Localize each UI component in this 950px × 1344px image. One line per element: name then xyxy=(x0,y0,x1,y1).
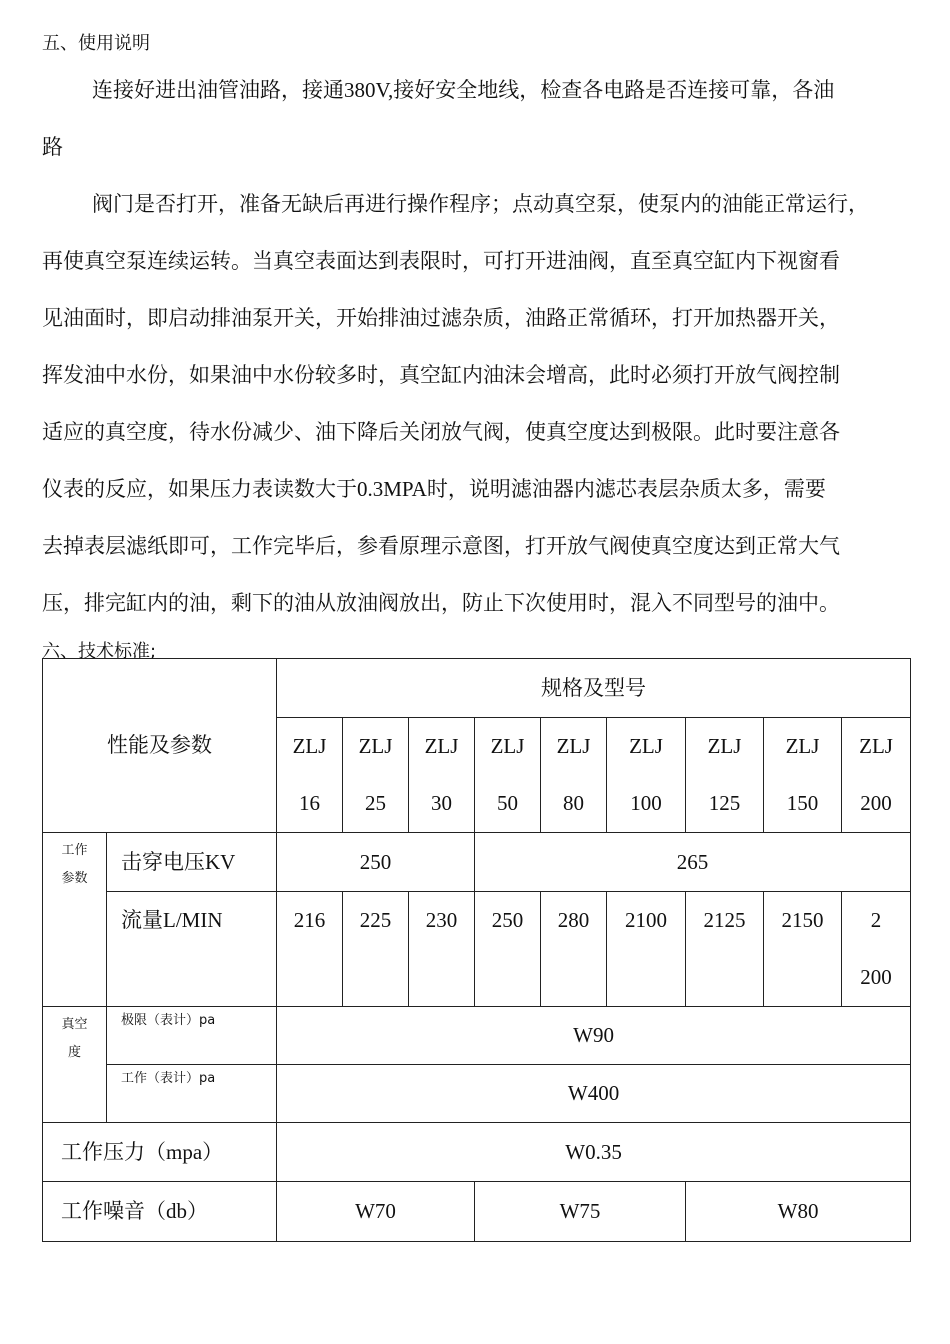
limit-value: W90 xyxy=(277,1007,911,1065)
model-cell: ZLJ 150 xyxy=(764,718,842,833)
flow-value: 2125 xyxy=(686,892,764,1007)
noise-value: W70 xyxy=(277,1182,475,1242)
flow-value: 216 xyxy=(277,892,343,1007)
spec-header: 规格及型号 xyxy=(277,659,911,718)
work-vacuum-label: 工作（表计）pa xyxy=(107,1065,277,1123)
flow-value: 225 xyxy=(343,892,409,1007)
flow-value: 2150 xyxy=(764,892,842,1007)
paragraph-line: 路 xyxy=(42,135,63,159)
flow-value: 2100 xyxy=(607,892,686,1007)
paragraph-line: 挥发油中水份，如果油中水份较多时，真空缸内油沫会增高，此时必须打开放气阀控制 xyxy=(42,363,840,387)
model-cell: ZLJ 100 xyxy=(607,718,686,833)
model-cell: ZLJ 25 xyxy=(343,718,409,833)
section-6-heading: 六、技术标准; xyxy=(42,641,157,662)
flow-label: 流量L/MIN xyxy=(107,892,277,1007)
model-cell: ZLJ 50 xyxy=(475,718,541,833)
noise-value: W75 xyxy=(475,1182,686,1242)
paragraph-line: 适应的真空度，待水份减少、油下降后关闭放气阀，使真空度达到极限。此时要注意各 xyxy=(42,420,840,444)
paragraph-line: 见油面时，即启动排油泵开关，开始排油过滤杂质，油路正常循环，打开加热器开关， xyxy=(42,306,840,330)
paragraph-line: 再使真空泵连续运转。当真空表面达到表限时，可打开进油阀，直至真空缸内下视窗看 xyxy=(42,249,840,273)
flow-value: 230 xyxy=(409,892,475,1007)
breakdown-value: 265 xyxy=(475,833,911,892)
noise-label: 工作噪音（db） xyxy=(43,1182,277,1242)
tech-spec-table xyxy=(42,658,911,1242)
paragraph-line: 阀门是否打开，准备无缺后再进行操作程序；点动真空泵，使泵内的油能正常运行， xyxy=(92,192,869,216)
model-cell: ZLJ 200 xyxy=(842,718,911,833)
paragraph-line: 压，排完缸内的油，剩下的油从放油阀放出，防止下次使用时，混入不同型号的油中。 xyxy=(42,591,840,615)
flow-value: 280 xyxy=(541,892,607,1007)
model-cell: ZLJ 16 xyxy=(277,718,343,833)
model-cell: ZLJ 30 xyxy=(409,718,475,833)
paragraph-line: 仪表的反应，如果压力表读数大于0.3MPA时，说明滤油器内滤芯表层杂质太多，需要 xyxy=(42,477,826,501)
perf-header: 性能及参数 xyxy=(43,659,277,833)
work-vacuum-value: W400 xyxy=(277,1065,911,1123)
section-5-heading: 五、使用说明 xyxy=(42,33,150,54)
pressure-label: 工作压力（mpa） xyxy=(43,1123,277,1182)
breakdown-value: 250 xyxy=(277,833,475,892)
noise-value: W80 xyxy=(686,1182,911,1242)
limit-label: 极限（表计）pa xyxy=(107,1007,277,1065)
work-params-label: 工作 参数 xyxy=(43,833,107,1007)
flow-value: 2 200 xyxy=(842,892,911,1007)
paragraph-line: 去掉表层滤纸即可，工作完毕后，参看原理示意图，打开放气阀使真空度达到正常大气 xyxy=(42,534,840,558)
paragraph-line: 连接好进出油管油路，接通380V,接好安全地线，检查各电路是否连接可靠，各油 xyxy=(92,78,835,102)
pressure-value: W0.35 xyxy=(277,1123,911,1182)
model-cell: ZLJ 80 xyxy=(541,718,607,833)
vacuum-label: 真空 度 xyxy=(43,1007,107,1123)
breakdown-label: 击穿电压KV xyxy=(107,833,277,892)
flow-value: 250 xyxy=(475,892,541,1007)
model-cell: ZLJ 125 xyxy=(686,718,764,833)
